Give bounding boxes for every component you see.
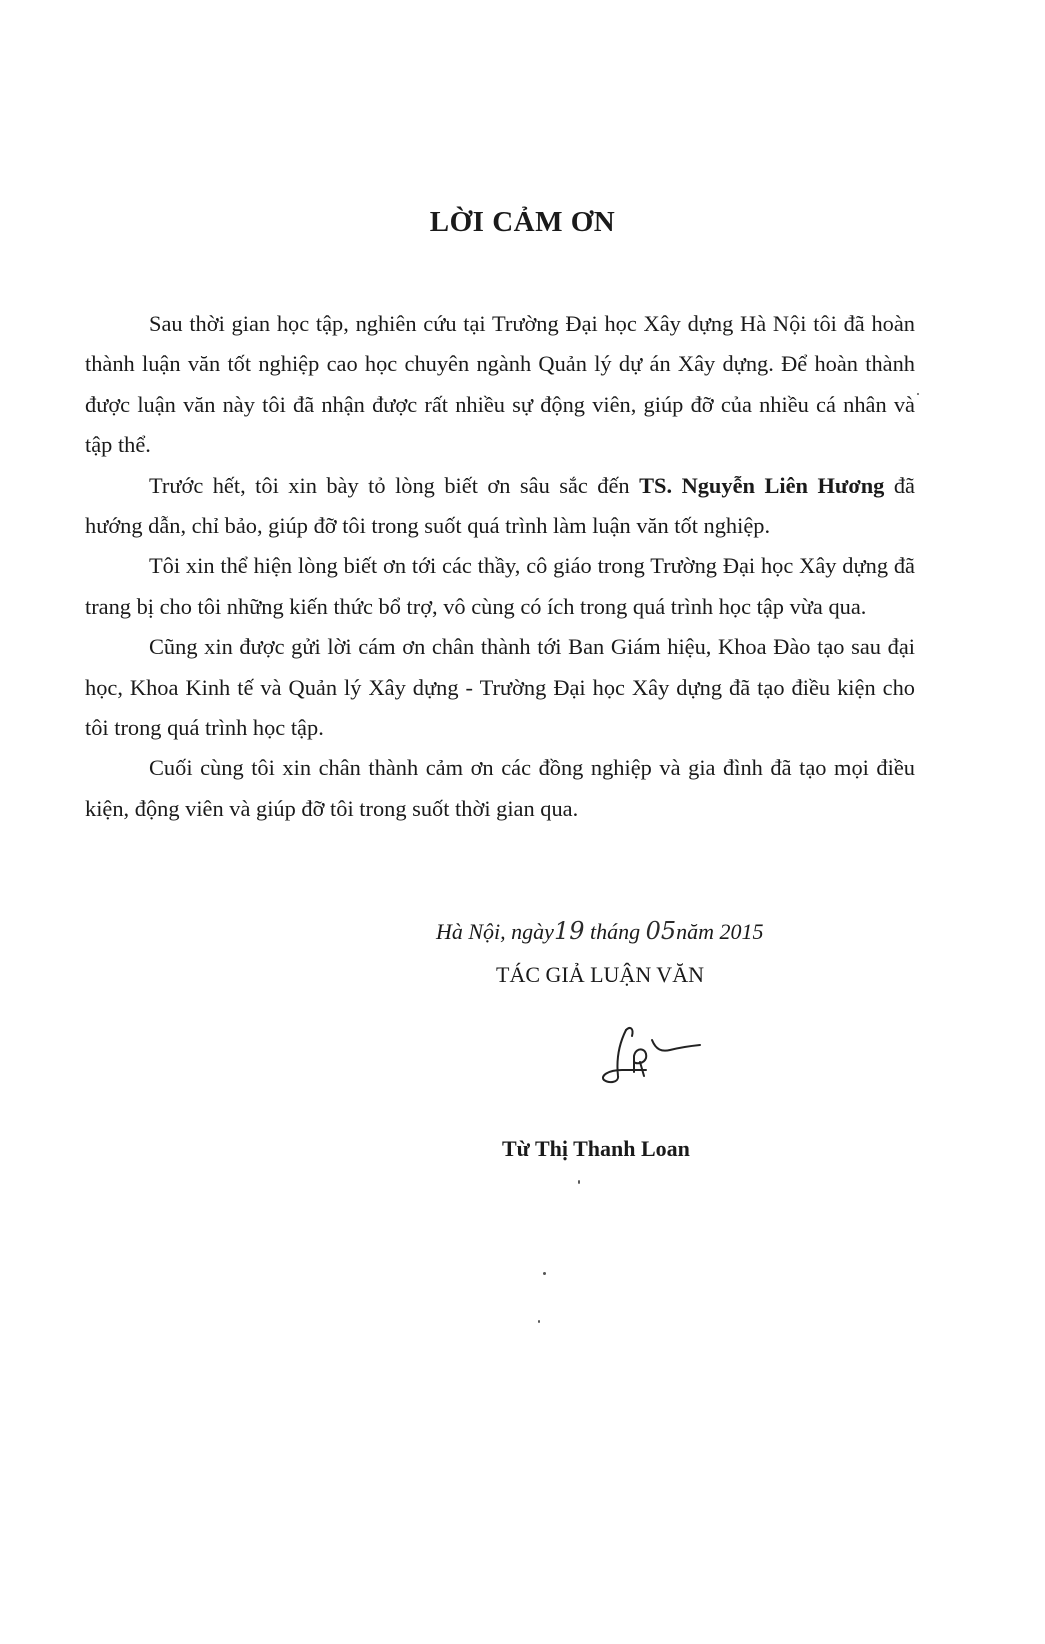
dateline	[436, 917, 764, 945]
advisor-name: TS. Nguyễn Liên Hương	[639, 472, 885, 498]
dateline-place: Hà Nội, ngày	[436, 919, 554, 944]
scan-speck	[543, 1272, 546, 1275]
dateline-month-handwritten: 05	[645, 917, 677, 945]
paragraph-5: Cuối cùng tôi xin chân thành cảm ơn các đồng nghiệp và gia đình đã tạo mọi điều kiện, động viên và giúp đỡ tôi trong suốt thời gian qua.	[85, 755, 915, 821]
document-title: LỜI CẢM ƠN	[429, 206, 616, 238]
paragraph-2-intro: Trước hết, tôi xin bày tỏ lòng biết ơn sâu sắc đến	[149, 472, 640, 498]
author-role: TÁC GIẢ LUẬN VĂN	[496, 962, 704, 987]
dateline-day-handwritten: 19	[553, 917, 585, 945]
paragraph-4: Cũng xin được gửi lời cám ơn chân thành tới Ban Giám hiệu, Khoa Đào tạo sau đại học, Khoa Kinh tế và Quản lý Xây dựng - Trường Đại học Xây dựng đã tạo điều kiện cho tôi trong quá trình học tập.	[85, 634, 915, 741]
paragraph-1: Sau thời gian học tập, nghiên cứu tại Trường Đại học Xây dựng Hà Nội tôi đã hoàn thành luận văn tốt nghiệp cao học chuyên ngành Quản lý dự án Xây dựng. Để hoàn thành được luận văn này tôi đã nhận được rất nhiều sự động viên, giúp đỡ của nhiều cá nhân và tập thể.	[85, 311, 915, 458]
dateline-month-label: tháng	[584, 919, 646, 944]
signature-image	[600, 1020, 710, 1090]
dateline-year: năm 2015	[676, 919, 764, 944]
paragraph-3: Tôi xin thể hiện lòng biết ơn tới các thầy, cô giáo trong Trường Đại học Xây dựng đã trang bị cho tôi những kiến thức bổ trợ, vô cùng có ích trong quá trình học tập vừa qua.	[85, 553, 915, 619]
acknowledgement-body	[85, 304, 915, 829]
paragraph-2	[85, 466, 915, 547]
scan-speck	[917, 393, 919, 395]
scan-speck	[578, 1180, 580, 1184]
author-name: Từ Thị Thanh Loan	[502, 1136, 690, 1161]
paragraph-2-rest: đã hướng dẫn, chỉ bảo, giúp đỡ tôi trong suốt quá trình làm luận văn tốt nghiệp.	[85, 472, 915, 539]
scan-speck	[538, 1320, 540, 1323]
